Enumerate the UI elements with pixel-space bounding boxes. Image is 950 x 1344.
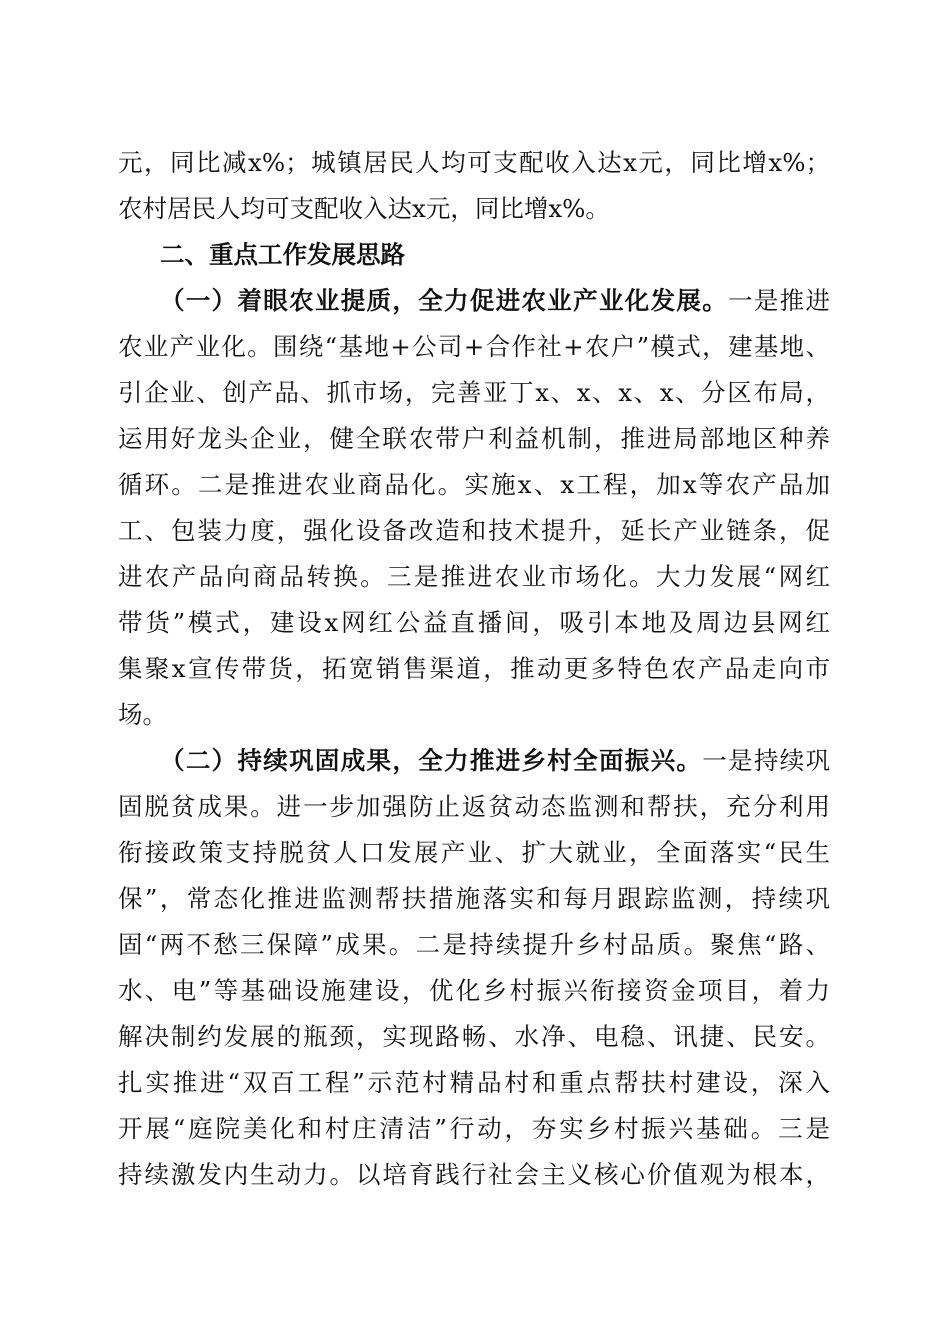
subsection-1-line: 集聚x宣传带货，拓宽销售渠道，推动更多特色农产品走向市 (118, 654, 830, 683)
subsection-1-line: 农业产业化。围绕“基地+公司+合作社+农户”模式，建基地、 (118, 332, 830, 361)
subsection-2-line: 持续激发内生动力。以培育践行社会主义核心价值观为根本， (118, 1160, 830, 1189)
intro-line-2: 农村居民人均可支配收入达x元，同比增x%。 (118, 194, 610, 223)
intro-line-1: 元，同比减x%；城镇居民人均可支配收入达x元，同比增x%； (118, 148, 830, 177)
subsection-2-line: 解决制约发展的瓶颈，实现路畅、水净、电稳、讯捷、民安。 (118, 1022, 830, 1051)
subsection-1-line: 循环。二是推进农业商品化。实施x、x工程，加x等农产品加 (118, 470, 830, 499)
subsection-1-line: 带货”模式，建设x网红公益直播间，吸引本地及周边县网红 (118, 608, 830, 637)
subsection-1-line: 工、包装力度，强化设备改造和技术提升，延长产业链条，促 (118, 516, 830, 545)
subsection-1-heading: （一）着眼农业提质，全力促进农业产业化发展。 (160, 286, 729, 315)
subsection-2-line: 水、电”等基础设施建设，优化乡村振兴衔接资金项目，着力 (118, 976, 830, 1005)
subsection-1-line: 运用好龙头企业，健全联农带户利益机制，推进局部地区种养 (118, 424, 830, 453)
subsection-2-first-line (160, 746, 830, 776)
subsection-1-line: 引企业、创产品、抓市场，完善亚丁x、x、x、x、分区布局， (118, 378, 830, 407)
subsection-1-line: 场。 (118, 700, 167, 729)
subsection-1-first-line-rest: 一是推进 (728, 286, 831, 315)
subsection-2-line: 固“两不愁三保障”成果。二是持续提升乡村品质。聚焦“路、 (118, 930, 830, 959)
subsection-2-line: 固脱贫成果。进一步加强防止返贫动态监测和帮扶，充分利用 (118, 792, 830, 821)
subsection-2-line: 衔接政策支持脱贫人口发展产业、扩大就业，全面落实“民生 (118, 838, 830, 867)
subsection-2-first-line-rest: 一是持续巩 (702, 746, 830, 775)
subsection-2-heading: （二）持续巩固成果，全力推进乡村全面振兴。 (160, 746, 703, 775)
subsection-1-line: 进农产品向商品转换。三是推进农业市场化。大力发展“网红 (118, 562, 830, 591)
subsection-2-line: 保”，常态化推进监测帮扶措施落实和每月跟踪监测，持续巩 (118, 884, 830, 913)
subsection-2-line: 开展“庭院美化和村庄清洁”行动，夯实乡村振兴基础。三是 (118, 1114, 830, 1143)
section-heading: 二、重点工作发展思路 (160, 240, 405, 269)
subsection-2-line: 扎实推进“双百工程”示范村精品村和重点帮扶村建设，深入 (118, 1068, 830, 1097)
subsection-1-first-line (160, 286, 830, 316)
